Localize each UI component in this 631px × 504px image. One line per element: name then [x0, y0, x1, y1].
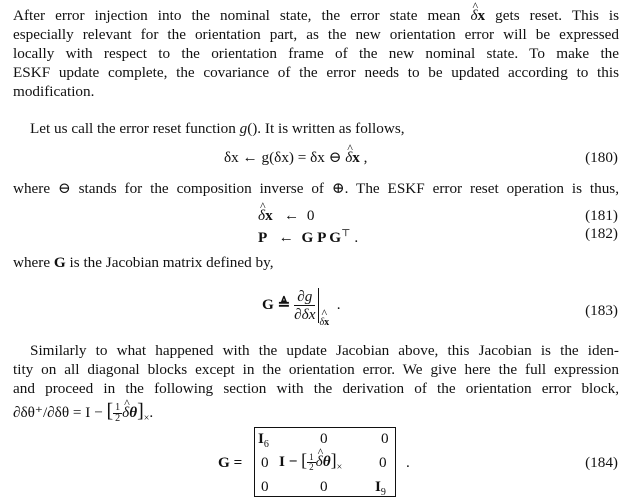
equation-number-181: (181)	[585, 207, 618, 224]
equation-number-180: (180)	[585, 149, 618, 166]
equation-183: G ≜ $\frac{\partial g}{\partial\delta x}$ ^ δx .	[262, 288, 341, 332]
delta-x-hat: ^ δx	[470, 6, 485, 25]
text: After error injection into the nominal state, the error state mean	[13, 7, 461, 24]
equation-182: P ← G P G⊤ .	[258, 228, 359, 247]
equation-184-period: .	[406, 454, 410, 471]
paragraph-5-line-1: Similarly to what happened with the update Jacobian above, this Jacobian is the iden-	[30, 342, 619, 359]
paragraph-5-line-2: tity on all diagonal blocks except in the orientation error. We give here the full expression	[13, 361, 619, 378]
matrix-G: $I_6$ 0 0 0 I − [ $\frac{1}{2}$ ^ $\delta\theta]_\times$ 0 0 0 $I_9$	[254, 427, 396, 497]
paragraph-1-line-2: especially relevant for the orientation part, as the new orientation error will be expressed	[13, 26, 619, 43]
text: gets reset. This is	[495, 7, 620, 24]
equation-180: δx ← g(δx) = δx ⊖ ^ δx ,	[224, 148, 367, 167]
paragraph-3: where ⊖ stands for the composition inverse of ⊕. The ESKF error reset operation is thus,	[13, 180, 619, 197]
paragraph-2: Let us call the error reset function g(). It is written as follows,	[30, 120, 405, 137]
paragraph-5-line-4: ∂δθ⁺/∂δθ = I − [ $\frac{1}{2}$ ^ $\delta\theta]_\times$.	[13, 402, 619, 428]
paragraph-5-line-3: and proceed in the following section with the derivation of the orientation error block,	[13, 380, 619, 397]
equation-184-lhs: G =	[218, 454, 243, 471]
equation-181: ^ δx ← 0	[258, 206, 314, 225]
equation-number-184: (184)	[585, 454, 618, 471]
paragraph-1-line-1	[13, 6, 619, 25]
paragraph-1-line-3: locally with respect to the orientation frame of the new nominal state. To make the	[13, 45, 619, 62]
paragraph-1-line-4: ESKF update complete, the covariance of the error needs to be updated according to this	[13, 64, 619, 81]
paragraph-1-line-5: modification.	[13, 83, 95, 100]
paragraph-4: where G is the Jacobian matrix defined by,	[13, 254, 274, 271]
equation-number-182: (182)	[585, 225, 618, 242]
equation-number-183: (183)	[585, 302, 618, 319]
